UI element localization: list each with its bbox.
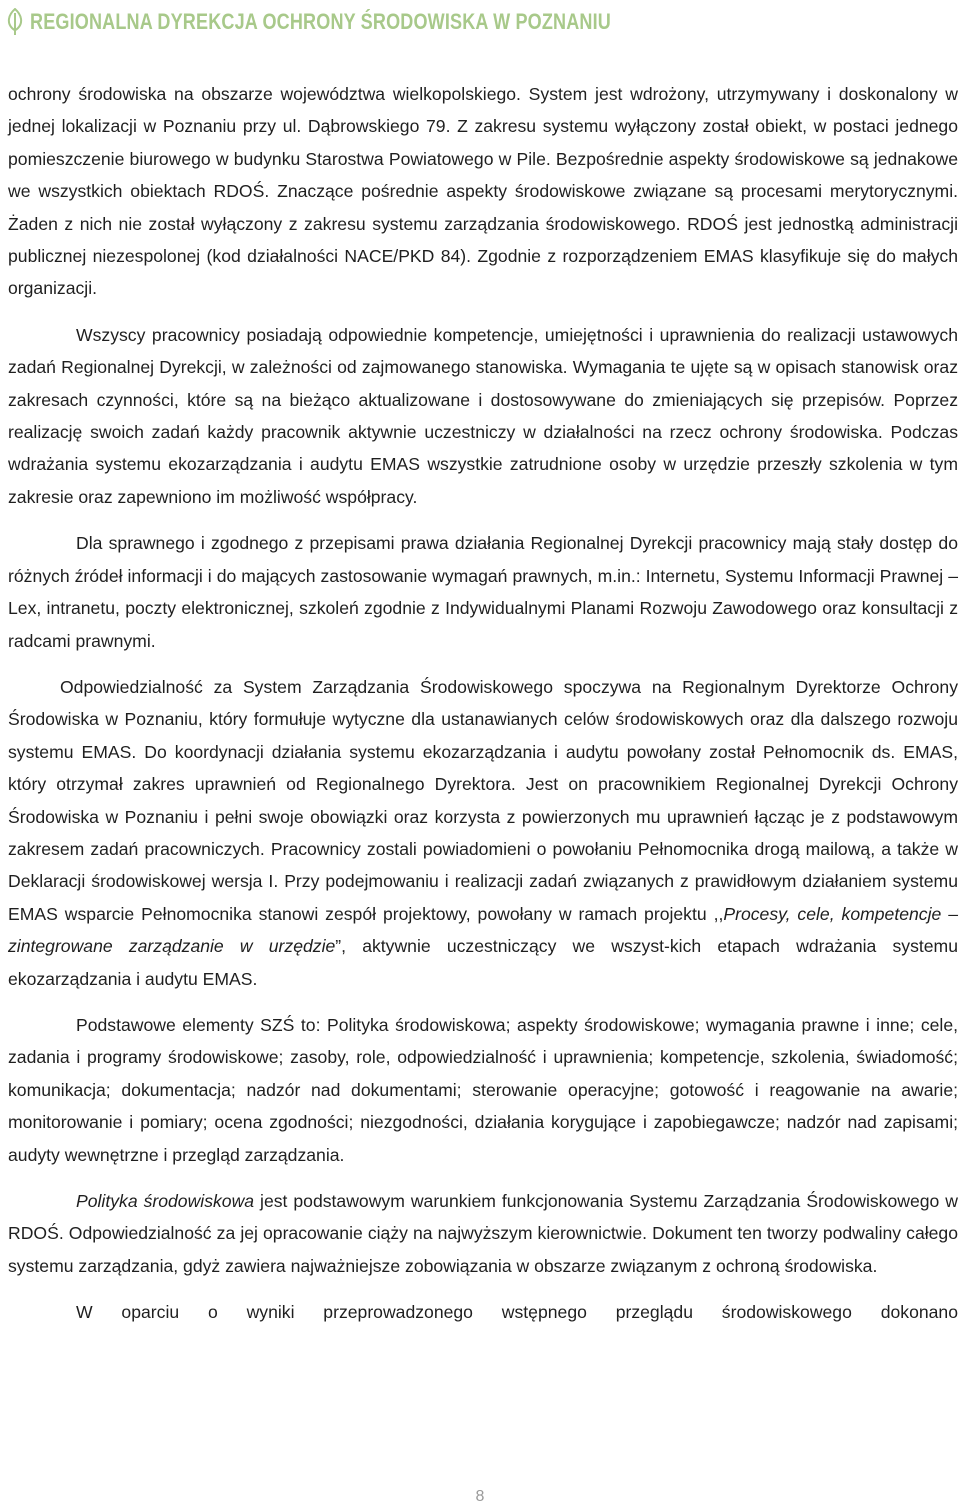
paragraph-policy-text: jest podstawowym warunkiem funkcjonowania Systemu Zarządzania Środowiskowego w RDOŚ. Odpowiedzialność za jej opracowanie ciąży na najwyższym kierownictwie. Dokument ten tworzy podwaliny całego systemu zarządzania, gdyż zawiera najważniejsze zobowiązania w obszarze związanym z ochroną środowiska. (8, 1191, 958, 1276)
header-title: REGIONALNA DYREKCJA OCHRONY ŚRODOWISKA W POZNANIU (30, 9, 611, 34)
paragraph-scope: ochrony środowiska na obszarze województwa wielkopolskiego. System jest wdrożony, utrzymywany i doskonalony w jednej lokalizacji w Poznaniu przy ul. Dąbrowskiego 79. Z zakresu systemu wyłączony został obiekt, w postaci jednego pomieszczenie biurowego w budynku Starostwa Powiatowego w Pile. Bezpośrednie aspekty środowiskowe są jednakowe we wszystkich obiektach RDOŚ. Znaczące pośrednie aspekty środowiskowe związane są procesami merytorycznymi. Żaden z nich nie został wyłączony z zakresu systemu zarządzania środowiskowego. RDOŚ jest jednostką administracji publicznej niezespolonej (kod działalności NACE/PKD 84). Zgodnie z rozporządzeniem EMAS klasyfikuje się do małych organizacji. (8, 84, 958, 299)
paragraph-review: W oparciu o wyniki przeprowadzonego wstępnego przeglądu środowiskowego dokonano (76, 1302, 958, 1323)
policy-term: Polityka środowiskowa (76, 1191, 255, 1211)
page-header (6, 6, 739, 38)
leaf-icon (6, 8, 24, 36)
document-body (8, 78, 958, 1329)
paragraph-responsibility-end: ”, aktywnie uczestniczący we wszyst-kich etapach wdrażania systemu ekozarządzania i audytu EMAS. (8, 936, 959, 989)
page-number: 8 (475, 1488, 485, 1505)
paragraph-responsibility-text: Odpowiedzialność za System Zarządzania Środowiskowego spoczywa na Regionalnym Dyrektorze Ochrony Środowiska w Poznaniu, który formułuje wytyczne dla ustanawianych celów środowiskowych oraz dla dalszego rozwoju systemu EMAS. Do koordynacji działania systemu ekozarządzania i audytu powołany został Pełnomocnik ds. EMAS, który otrzymał zakres uprawnień od Regionalnego Dyrektora. Jest on pracownikiem Regionalnej Dyrekcji Ochrony Środowiska w Poznaniu i pełni swoje obowiązki oraz korzysta z powierzonych mu uprawnień łącząc je z podstawowym zakresem zadań pracowniczych. Pracownicy zostali powiadomieni o powołaniu Pełnomocnika drogą mailową, a także w Deklaracji środowiskowej wersja I. Przy podejmowaniu i realizacji zadań związanych z prawidłowym działaniem systemu EMAS wsparcie Pełnomocnika stanowi zespół projektowy, powołany w ramach projektu ,, (8, 676, 958, 924)
paragraph-responsibility (8, 671, 958, 995)
paragraph-system-elements: Podstawowe elementy SZŚ to: Polityka środowiskowa; aspekty środowiskowe; wymagania prawne i inne; cele, zadania i programy środowiskowe; zasoby, role, odpowiedzialność i uprawnienia; kompetencje, szkolenia, świadomość; komunikacja; dokumentacja; nadzór nad dokumentami; sterowanie operacyjne; gotowość i reagowanie na awarie; monitorowanie i pomiary; ocena zgodności; niezgodności, działania korygujące i zapobiegawcze; nadzór nad zapisami; audyty wewnętrzne i przegląd zarządzania. (8, 1014, 958, 1165)
paragraph-policy (8, 1185, 958, 1282)
project-name: Procesy, cele, kompetencje – zintegrowane zarządzanie w urzędzie (8, 903, 958, 957)
paragraph-information-access: Dla sprawnego i zgodnego z przepisami prawa działania Regionalnej Dyrekcji pracownicy mają stały dostęp do różnych źródeł informacji i do mających zastosowanie wymagań prawnych, m.in.: Internetu, Systemu Informacji Prawnej – Lex, intranetu, poczty elektronicznej, szkoleń zgodnie z Indywidualnymi Planami Rozwoju Zawodowego oraz konsultacji z radcami prawnymi. (8, 533, 958, 651)
paragraph-competences: Wszyscy pracownicy posiadają odpowiednie kompetencje, umiejętności i uprawnienia do realizacji ustawowych zadań Regionalnej Dyrekcji, w zależności od zajmowanego stanowiska. Wymagania te ujęte są w opisach stanowisk oraz zakresach czynności, które są na bieżąco aktualizowane i dostosowywane do zmieniających się przepisów. Poprzez realizację swoich zadań każdy pracownik aktywnie uczestniczy w działalności na rzecz ochrony środowiska. Podczas wdrażania systemu ekozarządzania i audytu EMAS wszystkie zatrudnione osoby w urzędzie przeszły szkolenia w tym zakresie oraz zapewniono im możliwość współpracy. (8, 324, 958, 507)
